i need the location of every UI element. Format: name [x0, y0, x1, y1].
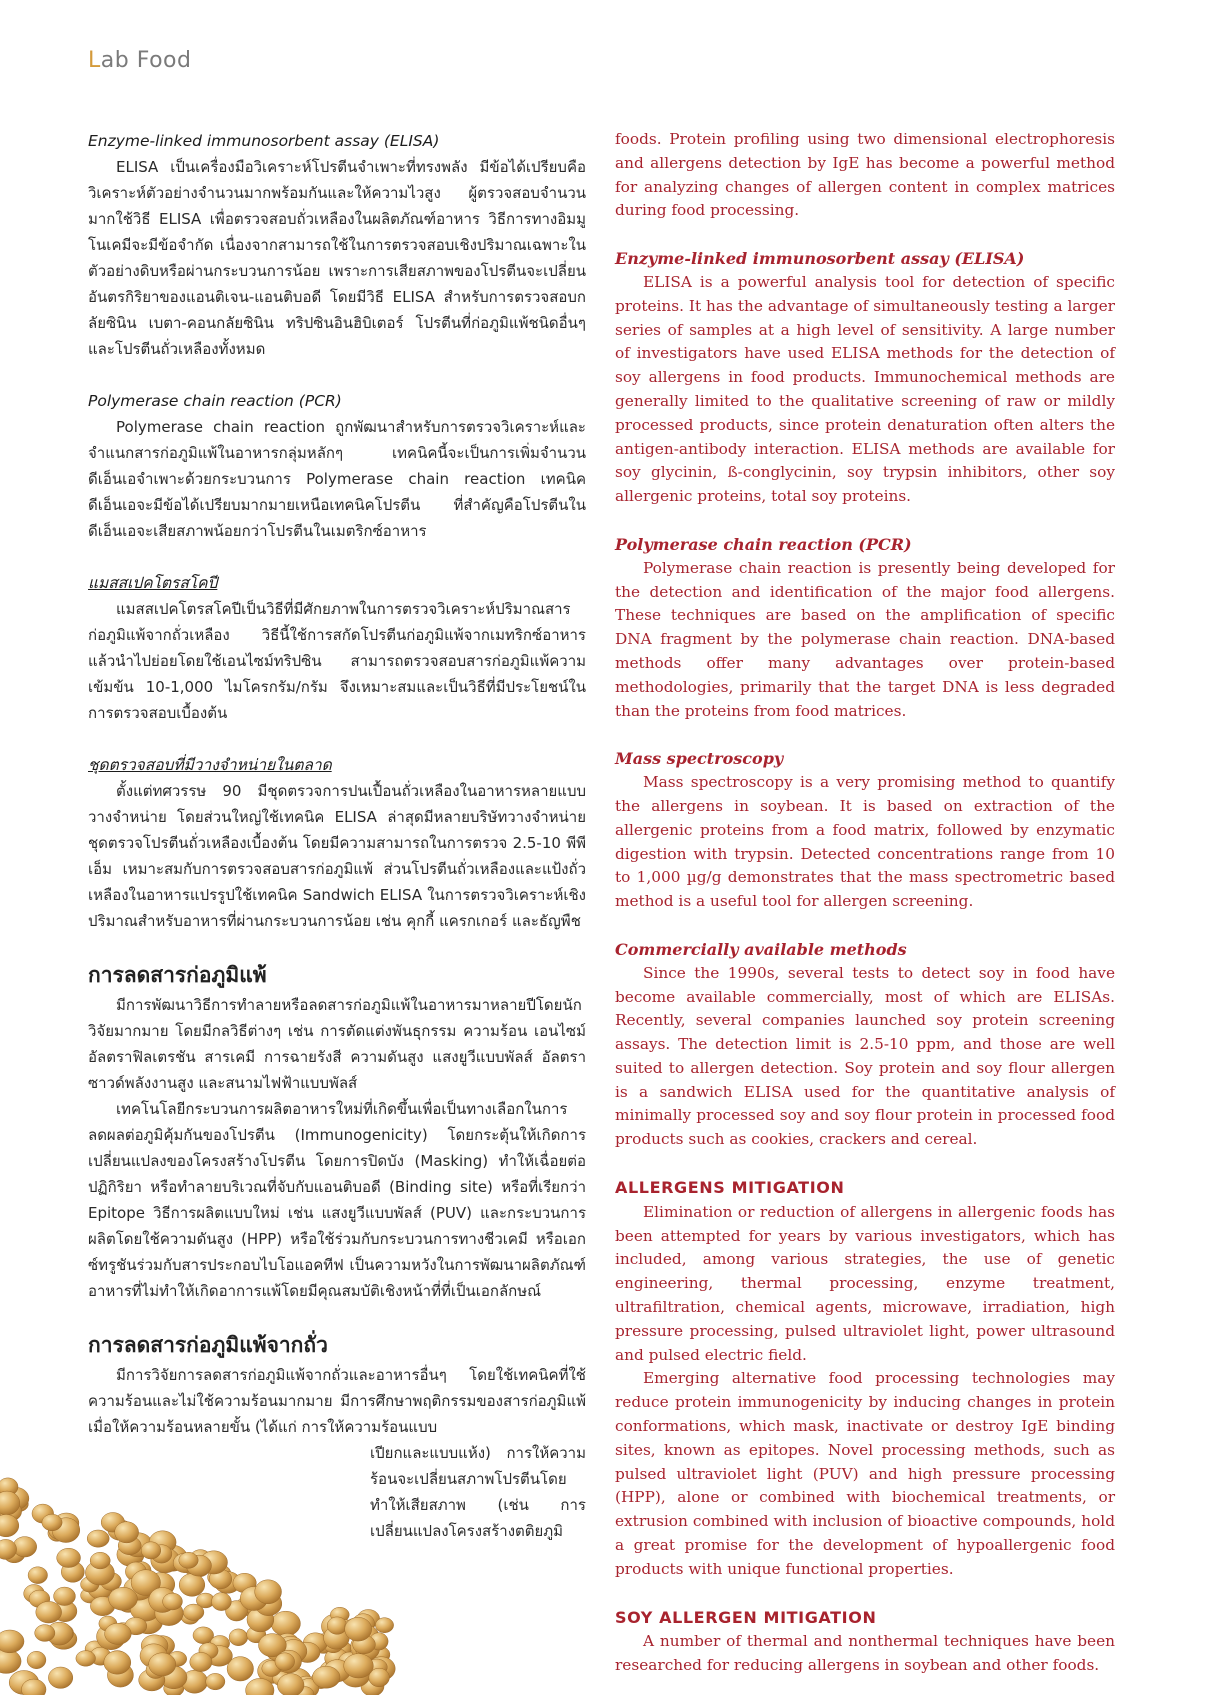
soybean: [275, 1653, 295, 1671]
right-commercial-body: Since the 1990s, several tests to detect soy in food have become available commercially, most of which are ELISAs. Recently, several companies launched soy protein screening assays. The detection limit is 2.5-10 ppm, and those are well suited to allergen detection. Soy protein and soy flour allergen is a sandwich ELISA used for the quantitative analysis of minimally processed soy and soy flour protein in processed food products such as cookies, crackers and cereal.: [615, 963, 1115, 1149]
right-mass-section: [615, 747, 1115, 914]
soybean: [149, 1653, 176, 1676]
soybean: [255, 1580, 282, 1604]
right-soy-mitigation-title: SOY ALLERGEN MITIGATION: [615, 1607, 877, 1627]
left-mitigation-title: การลดสารก่อภูมิแพ้: [88, 963, 267, 987]
left-elisa-title: Enzyme-linked immunosorbent assay (ELISA): [88, 132, 440, 150]
soybean: [27, 1651, 46, 1668]
left-kits-title: ชุดตรวจสอบที่มีวางจำหน่ายในตลาด: [88, 756, 332, 774]
right-mitigation-p2: Emerging alternative food processing technologies may reduce protein immunogenicity by inducing changes in protein conformations, which mask, inactivate or destroy IgE binding sites, known as epitopes. Novel processing methods, such as pulsed ultraviolet light (PUV) and high pressure processing (HPP), alone or combined with biochemical treatments, or extrusion combined with inclusion of bioactive compounds, hold a great promise for the development of hypoallergenic food products with unique functional properties.: [615, 1369, 1115, 1578]
soybean: [42, 1514, 62, 1531]
soybean: [179, 1552, 198, 1568]
header-first-letter: L: [88, 48, 101, 73]
left-pcr-body: Polymerase chain reaction ถูกพัฒนาสำหรับการตรวจวิเคราะห์และจำแนกสารก่อภูมิแพ้ในอาหารกลุ่มหลักๆ เทคนิคนี้จะเป็นการเพิ่มจำนวนดีเอ็นเอจำเพาะด้วยกระบวนการ Polymerase chain reaction เทคนิคดีเอ็นเอจะมีข้อได้เปรียบมากมายเหนือเทคนิคโปรตีน ที่สำคัญคือโปรตีนในดีเอ็นเอจะเสียสภาพน้อยกว่าโปรตีนในเมตริกซ์อาหาร: [88, 418, 586, 540]
soybean: [179, 1574, 205, 1597]
left-soy-mitigation-head: มีการวิจัยการลดสารก่อภูมิแพ้จากถั่วและอาหารอื่นๆ โดยใช้เทคนิคที่ใช้ความร้อนและไม่ใช้ความร้อนมากมาย มีการศึกษาพฤติกรรมของสารก่อภูมิแพ้เมื่อให้ความร้อนหลายขั้น (ได้แก่ การให้ความร้อนแบบ: [88, 1366, 586, 1436]
soybean: [105, 1623, 132, 1644]
right-pcr-title: Polymerase chain reaction (PCR): [615, 534, 912, 554]
left-elisa-section: [88, 128, 586, 362]
soybean: [141, 1542, 161, 1559]
soybean: [206, 1673, 225, 1689]
right-commercial-section: [615, 938, 1115, 1152]
left-kits-section: [88, 752, 586, 934]
soybean: [0, 1630, 24, 1653]
left-mass-body: แมสสเปคโตรสโคปีเป็นวิธีที่มีศักยภาพในการตรวจวิเคราะห์ปริมาณสารก่อภูมิแพ้จากถั่วเหลือง วิธีนี้ใช้การสกัดโปรตีนก่อภูมิแพ้จากเมทริกซ์อาหาร แล้วนำไปย่อยโดยใช้เอนไซม์ทริปซิน สามารถตรวจสอบสารก่อภูมิแพ้ความเข้มข้น 10-1,000 ไมโครกรัม/กรัม จึงเหมาะสมและเป็นวิธีที่มีประโยชน์ในการตรวจสอบเบื้องต้น: [88, 600, 586, 722]
soybean: [345, 1617, 372, 1641]
left-mass-section: [88, 570, 586, 726]
right-mitigation-p1: Elimination or reduction of allergens in allergenic foods has been attempted for years by various investigators, which has included, among various strategies, the use of genetic engineering, thermal processing, enzyme treatment, ultrafiltration, chemical agents, microwave, irradiation, high pressure processing, pulsed ultraviolet light, power ultrasound and pulsed electric field.: [615, 1202, 1115, 1364]
magazine-header: [88, 48, 191, 73]
right-elisa-title: Enzyme-linked immunosorbent assay (ELISA): [615, 249, 1025, 269]
soybean: [36, 1601, 62, 1623]
soybean: [190, 1652, 212, 1671]
left-mitigation-section: [88, 960, 586, 1304]
soybean: [115, 1522, 139, 1543]
soybean: [35, 1625, 55, 1642]
right-soy-mitigation-section: [615, 1606, 1115, 1678]
right-elisa-body: ELISA is a powerful analysis tool for detection of specific proteins. It has the advantage of simultaneously testing a larger series of samples at a high level of sensitivity. A large number of investigators have used ELISA methods for the detection of soy allergens in food products. Immunochemical methods are generally limited to the qualitative screening of raw or mildly processed products, since protein denaturation often alters the antigen-antibody interaction. ELISA methods are available for soy glycinin, ß-conglycinin, soy trypsin inhibitors, other soy allergenic proteins, total soy proteins.: [615, 272, 1115, 506]
soybean: [104, 1651, 131, 1674]
left-mitigation-p2: เทคโนโลยีกระบวนการผลิตอาหารใหม่ที่เกิดขึ้นเพื่อเป็นทางเลือกในการลดผลต่อภูมิคุ้มกันของโปรตีน (Immunogenicity) โดยกระตุ้นให้เกิดการเปลี่ยนแปลงของโครงสร้างโปรตีน โดยการปิดบัง (Masking) ทำให้เฉื่อยต่อปฏิกิริยา หรือทำลายบริเวณที่จับกับแอนติบอดี (Binding site) หรือที่เรียกว่า Epitope วิธีการผลิตแบบใหม่ เช่น แสงยูวีแบบพัลส์ (PUV) และกระบวนการผลิตโดยใช้ความดันสูง (HPP) หรือใช้ร่วมกับกระบวนการทางชีวเคมี หรือเอกซ์ทรูชันร่วมกับสารประกอบไบโอแอคทีฟ เป็นความหวังในการพัฒนาผลิตภัณฑ์อาหารที่ไม่ทำให้เกิดอาการแพ้โดยมีคุณสมบัติเชิงหน้าที่ที่เป็นเอกลักษณ์: [88, 1100, 586, 1300]
left-pcr-title: Polymerase chain reaction (PCR): [88, 392, 342, 410]
soybean: [54, 1587, 76, 1605]
right-mitigation-section: [615, 1176, 1115, 1582]
soybean: [344, 1654, 374, 1678]
right-intro-section: [615, 128, 1115, 223]
right-soy-mitigation-body: A number of thermal and nonthermal techniques have been researched for reducing allergens in soybean and other foods.: [615, 1632, 1115, 1675]
right-elisa-section: [615, 247, 1115, 509]
soybean: [212, 1593, 232, 1611]
right-mitigation-title: ALLERGENS MITIGATION: [615, 1178, 845, 1198]
soybean: [271, 1611, 300, 1636]
soybean: [76, 1651, 96, 1667]
right-commercial-title: Commercially available methods: [615, 939, 907, 959]
soybeans-image: [0, 1460, 400, 1695]
left-kits-body: ตั้งแต่ทศวรรษ 90 มีชุดตรวจการปนเปื้อนถั่วเหลืองในอาหารหลายแบบวางจำหน่าย โดยส่วนใหญ่ใช้เทคนิค ELISA ล่าสุดมีหลายบริษัทวางจำหน่ายชุดตรวจโปรตีนถั่วเหลืองเบื้องต้น โดยมีความสามารถในการตรวจ 2.5-10 พีพีเอ็ม เหมาะสมกับการตรวจสอบสารก่อภูมิแพ้ ส่วนโปรตีนถั่วเหลืองและแป้งถั่วเหลืองในอาหารแปรรูปใช้เทคนิค Sandwich ELISA ในการตรวจวิเคราะห์เชิงปริมาณสำหรับอาหารที่ผ่านกระบวนการน้อย เช่น คุกกี้ แครกเกอร์ และธัญพืช: [88, 782, 586, 930]
right-pcr-body: Polymerase chain reaction is presently being developed for the detection and identification of the major food allergens. These techniques are based on the amplification of specific DNA fragment by the polymerase chain reaction. DNA-based methods offer many advantages over protein-based methodologies, primarily that the target DNA is less degraded than the proteins from food matrices.: [615, 558, 1115, 720]
right-mass-body: Mass spectroscopy is a very promising method to quantify the allergens in soybean. It is based on extraction of the allergenic proteins from a food matrix, followed by enzymatic digestion with trypsin. Detected concentrations range from 10 to 1,000 µg/g demonstrates that the mass spectrometric based method is a useful tool for allergen screening.: [615, 773, 1115, 911]
soybean: [375, 1618, 393, 1633]
soybean: [28, 1567, 47, 1584]
left-pcr-section: [88, 388, 586, 544]
soybean: [109, 1587, 138, 1610]
right-pcr-section: [615, 533, 1115, 723]
soybean: [48, 1667, 72, 1688]
left-column: [88, 128, 586, 1570]
left-mitigation-p1: มีการพัฒนาวิธีการทำลายหรือลดสารก่อภูมิแพ้ในอาหารมาหลายปีโดยนักวิจัยมากมาย โดยมีกลวิธีต่างๆ เช่น การตัดแต่งพันธุกรรม ความร้อน เอนไซม์ อัลตราฟิลเตรชัน สารเคมี การฉายรังสี ความดันสูง แสงยูวีแบบพัลส์ อัลตราซาวด์พลังงานสูง และสนามไฟฟ้าแบบพัลส์: [88, 996, 586, 1092]
right-column: [615, 128, 1115, 1702]
soybean: [90, 1552, 110, 1569]
header-rest: ab Food: [100, 48, 192, 73]
soybean: [312, 1666, 340, 1688]
soybean: [229, 1629, 248, 1646]
left-soy-mitigation-tail: เปียกและแบบแห้ง) การให้ความร้อนจะเปลี่ยนสภาพโปรตีนโดยทำให้เสียสภาพ (เช่น การเปลี่ยนแปลงโครงสร้างตติยภูมิ: [370, 1444, 586, 1540]
soybean: [327, 1617, 347, 1634]
soybean: [87, 1530, 109, 1547]
left-elisa-body: ELISA เป็นเครื่องมือวิเคราะห์โปรตีนจำเพาะที่ทรงพลัง มีข้อได้เปรียบคือวิเคราะห์ตัวอย่างจำนวนมากพร้อมกันและให้ความไวสูง ผู้ตรวจสอบจำนวนมากใช้วิธี ELISA เพื่อตรวจสอบถั่วเหลืองในผลิตภัณฑ์อาหาร วิธีการทางอิมมูโนเคมีจะมีข้อจำกัด เนื่องจากสามารถใช้ในการตรวจสอบเชิงปริมาณเฉพาะในตัวอย่างดิบหรือผ่านกระบวนการน้อย เพราะการเสียสภาพของโปรตีนจะเปลี่ยนอันตรกิริยาของแอนติเจน-แอนติบอดี โดยมีวิธี ELISA สำหรับการตรวจสอบกลัยซินิน เบตา-คอนกลัยซินิน ทริปซินอินฮิบิเตอร์ โปรตีนที่ก่อภูมิแพ้ชนิดอื่นๆ และโปรตีนถั่วเหลืองทั้งหมด: [88, 158, 586, 358]
left-mass-title: แมสสเปคโตรสโคปี: [88, 574, 218, 592]
right-mass-title: Mass spectroscopy: [615, 749, 784, 769]
soybean-pile-icon: [0, 1478, 395, 1695]
soybean: [163, 1593, 183, 1610]
right-intro-body: foods. Protein profiling using two dimensional electrophoresis and allergens detection by IgE has become a powerful method for analyzing changes of allergen content in complex matrices during food processing.: [615, 130, 1115, 220]
soybean: [277, 1674, 304, 1695]
soybean: [183, 1604, 204, 1620]
left-soy-mitigation-title: การลดสารก่อภูมิแพ้จากถั่ว: [88, 1333, 328, 1357]
soybean: [57, 1548, 81, 1567]
